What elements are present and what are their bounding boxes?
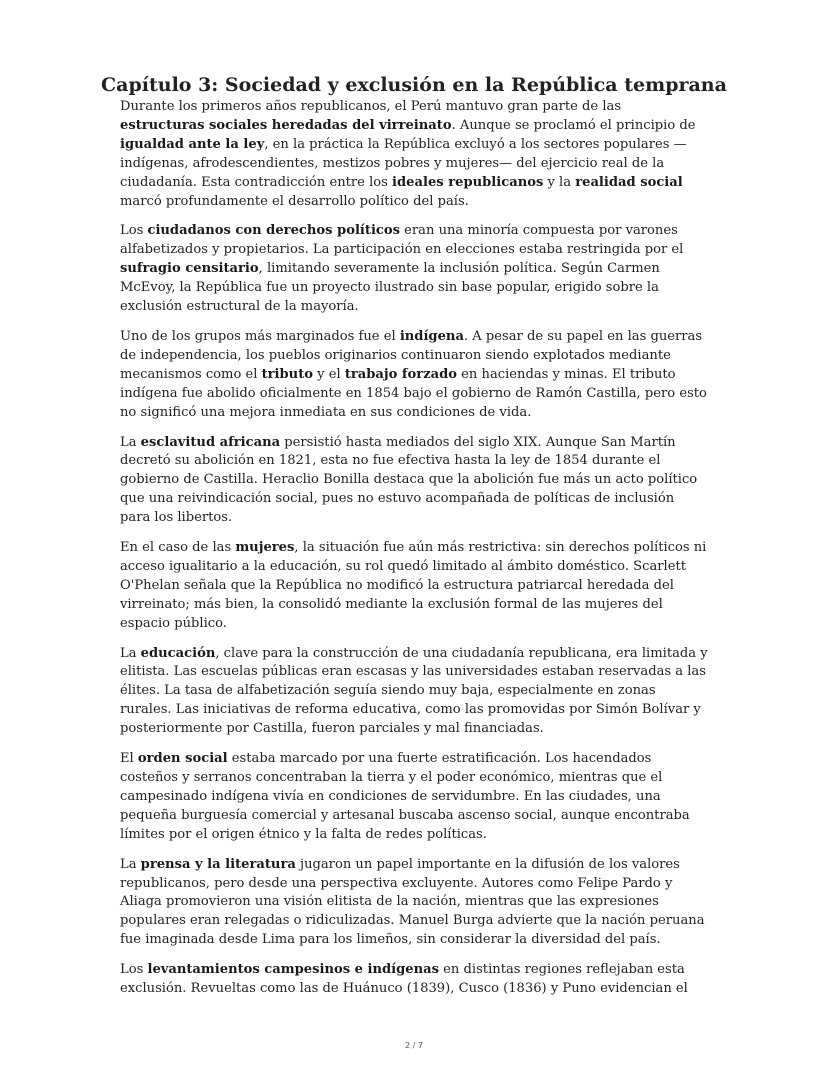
bold-term: prensa y la literatura [140, 856, 296, 872]
text-run: . Aunque se proclamó el principio de [451, 117, 696, 133]
bold-term: levantamientos campesinos e indígenas [147, 962, 440, 978]
text-run: . A pesar de su papel en las guerras de independencia, los pueblos originarios continuaron siendo explotados mediante mecanismos como el [120, 328, 703, 382]
bold-term: estructuras sociales heredadas del virreinato [120, 117, 452, 133]
bold-term: ideales republicanos [392, 174, 544, 190]
text-run: y el [313, 366, 345, 382]
paragraph [120, 222, 708, 317]
paragraph [120, 98, 708, 211]
bold-term: esclavitud africana [140, 434, 281, 450]
paragraph [120, 856, 708, 951]
text-run: , clave para la construcción de una ciudadanía republicana, era limitada y elitista. Las escuelas públicas eran escasas y las universidades estaban reservadas a las élites. La tasa de alfabetización seguía siendo muy baja, especialmente en zonas rurales. Las iniciativas de reforma educativa, como las promovidas por Simón Bolívar y posteriormente por Castilla, fueron parciales y mal financiadas. [120, 645, 708, 737]
paragraph [120, 328, 708, 423]
text-run: En el caso de las [120, 540, 236, 556]
document-body [120, 98, 708, 997]
text-run: , en la práctica la República excluyó a los sectores populares —indígenas, afrodescendientes, mestizos pobres y mujeres— del ejercicio real de la ciudadanía. Esta contradicción entre los [120, 136, 687, 190]
bold-term: orden social [137, 751, 228, 767]
text-run: Los [120, 962, 148, 978]
text-run: La [120, 434, 141, 450]
bold-term: igualdad ante la ley [120, 136, 265, 152]
bold-term: trabajo forzado [344, 366, 458, 382]
text-run: persistió hasta mediados del siglo XIX. Aunque San Martín decretó su abolición en 1821, esta no fue efectiva hasta la ley de 1854 durante el gobierno de Castilla. Heraclio Bonilla destaca que la abolición fue más un acto político que una reivindicación social, pues no estuvo acompañada de políticas de inclusión para los libertos. [120, 434, 698, 526]
text-run: en haciendas y minas. El tributo indígena fue abolido oficialmente en 1854 bajo el gobierno de Ramón Castilla, pero esto no significó una mejora inmediata en sus condiciones de vida. [120, 366, 707, 420]
bold-term: educación [140, 645, 216, 661]
bold-term: tributo [261, 366, 313, 382]
chapter-title: Capítulo 3: Sociedad y exclusión en la República temprana [101, 74, 727, 96]
bold-term: indígena [399, 328, 464, 344]
text-run: , limitando severamente la inclusión política. Según Carmen McEvoy, la República fue un proyecto ilustrado sin base popular, erigido sobre la exclusión estructural de la mayoría. [120, 261, 660, 315]
text-run: , la situación fue aún más restrictiva: sin derechos políticos ni acceso igualitario a la educación, su rol quedó limitado al ámbito doméstico. Scarlett O'Phelan señala que la República no modificó la estructura patriarcal heredada del virreinato; más bien, la consolidó mediante la exclusión formal de las mujeres del espacio público. [120, 540, 707, 631]
text-run: Durante los primeros años republicanos, el Perú mantuvo gran parte de las [120, 99, 622, 114]
text-run: y la [543, 174, 576, 190]
paragraph [120, 434, 708, 529]
text-run: eran una minoría compuesta por varones alfabetizados y propietarios. La participación en elecciones estaba restringida por el [120, 223, 684, 258]
bold-term: sufragio censitario [120, 261, 259, 277]
bold-term: ciudadanos con derechos políticos [147, 223, 400, 239]
paragraph [120, 961, 708, 999]
text-run: jugaron un papel importante en la difusión de los valores republicanos, pero desde una perspectiva excluyente. Autores como Felipe Pardo y Aliaga promovieron una visión elitista de la nación, mientras que las expresiones populares eran relegadas o ridiculizadas. Manuel Burga advierte que la nación peruana fue imaginada desde Lima para los limeños, sin considerar la diversidad del país. [120, 856, 705, 948]
text-run: La [120, 856, 141, 872]
text-run: marcó profundamente el desarrollo político del país. [120, 193, 469, 209]
text-run: Uno de los grupos más marginados fue el [120, 328, 400, 344]
text-run: estaba marcado por una fuerte estratificación. Los hacendados costeños y serranos concentraban la tierra y el poder económico, mientras que el campesinado indígena vivía en condiciones de servidumbre. En las ciudades, una pequeña burguesía comercial y artesanal buscaba ascenso social, aunque encontraba límites por el origen étnico y la falta de redes políticas. [120, 751, 690, 842]
paragraph [120, 645, 708, 740]
bold-term: realidad social [575, 174, 683, 190]
bold-term: mujeres [235, 540, 295, 556]
text-run: en distintas regiones reflejaban esta exclusión. Revueltas como las de Huánuco (1839), Cusco (1836) y Puno evidencian el [120, 962, 688, 997]
text-run: La [120, 645, 141, 661]
paragraph [120, 539, 708, 634]
text-run: Los [120, 223, 148, 239]
page-number: 2 / 7 [405, 1041, 423, 1050]
text-run: El [120, 751, 138, 767]
paragraph [120, 750, 708, 845]
